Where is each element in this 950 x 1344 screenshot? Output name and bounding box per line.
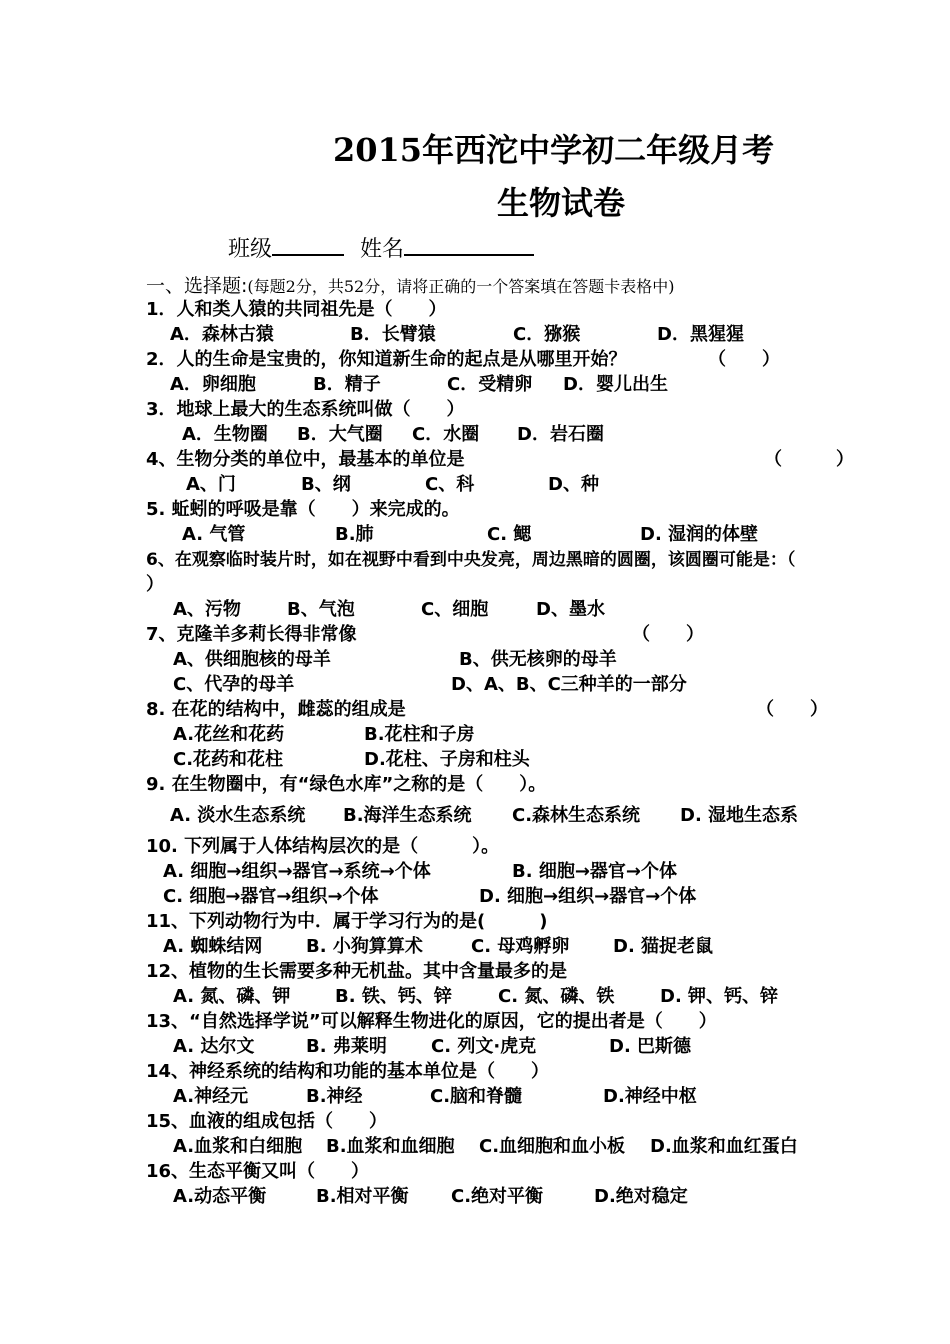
question-9-stem: 9. 在生物圈中，有“绿色水库”之称的是（ ）。 — [146, 774, 547, 795]
q12-option-c: C. 氮、磷、铁 — [498, 986, 615, 1007]
q9-option-a: A. 淡水生态系统 — [170, 805, 306, 826]
question-3-stem: 3．地球上最大的生态系统叫做（ ） — [146, 399, 465, 420]
q4-option-d: D、种 — [548, 474, 599, 495]
exam-subtitle: 生物试卷 — [497, 184, 626, 222]
question-13-stem: 13、“自然选择学说”可以解释生物进化的原因，它的提出者是（ ） — [146, 1011, 717, 1032]
q13-option-a: A. 达尔文 — [173, 1036, 255, 1057]
question-15-stem: 15、血液的组成包括（ ） — [146, 1111, 388, 1132]
q15-option-c: C.血细胞和血小板 — [479, 1136, 626, 1157]
q1-option-b: B．长臂猿 — [350, 324, 436, 345]
q16-option-c: C.绝对平衡 — [451, 1186, 544, 1207]
q16-option-a: A.动态平衡 — [173, 1186, 267, 1207]
q10-option-b: B. 细胞→器官→个体 — [512, 861, 677, 882]
q3-option-c: C．水圈 — [412, 424, 480, 445]
q6-option-c: C、细胞 — [421, 599, 489, 620]
q14-option-c: C.脑和脊髓 — [430, 1086, 523, 1107]
question-10-stem: 10. 下列属于人体结构层次的是（ ）。 — [146, 836, 500, 857]
q6-option-b: B、气泡 — [287, 599, 355, 620]
q16-option-b: B.相对平衡 — [316, 1186, 409, 1207]
q9-option-d: D. 湿地生态系 — [680, 805, 799, 826]
section-heading — [146, 274, 674, 299]
question-6-stem-continued: ） — [146, 574, 164, 595]
q2-option-b: B．精子 — [313, 374, 381, 395]
question-12-stem: 12、植物的生长需要多种无机盐。其中含量最多的是 — [146, 961, 568, 982]
q8-option-d: D.花柱、子房和柱头 — [364, 749, 530, 770]
class-label: 班级 — [228, 237, 273, 262]
q7-option-a: A、供细胞核的母羊 — [173, 649, 331, 670]
q8-option-b: B.花柱和子房 — [364, 724, 475, 745]
question-6-stem: 6、在观察临时装片时，如在视野中看到中央发亮，周边黑暗的圆圈，该圆圈可能是：（ — [146, 550, 796, 570]
question-1-stem: 1．人和类人猿的共同祖先是（ ） — [146, 299, 447, 320]
question-14-stem: 14、神经系统的结构和功能的基本单位是（ ） — [146, 1061, 550, 1082]
q4-option-b: B、纲 — [301, 474, 351, 495]
q14-option-d: D.神经中枢 — [603, 1086, 697, 1107]
q7-option-b: B、供无核卵的母羊 — [459, 649, 617, 670]
q4-option-c: C、科 — [425, 474, 475, 495]
q6-option-d: D、墨水 — [536, 599, 605, 620]
name-label: 姓名 — [360, 237, 405, 262]
q1-option-c: C．猕猴 — [513, 324, 581, 345]
q14-option-b: B.神经 — [306, 1086, 363, 1107]
question-11-stem: 11、下列动物行为中．属于学习行为的是( ) — [146, 911, 548, 932]
q2-answer-paren: （ ） — [708, 349, 780, 370]
q3-option-b: B．大气圈 — [297, 424, 383, 445]
q9-option-b: B.海洋生态系统 — [343, 805, 472, 826]
q12-option-b: B. 铁、钙、锌 — [335, 986, 452, 1007]
q15-option-d: D.血浆和血红蛋白 — [650, 1136, 798, 1157]
q10-option-c: C. 细胞→器官→组织→个体 — [163, 886, 379, 907]
question-8-stem: 8. 在花的结构中，雌蕊的组成是 — [146, 699, 406, 720]
q2-option-a: A．卵细胞 — [170, 374, 256, 395]
q13-option-d: D. 巴斯德 — [609, 1036, 692, 1057]
q7-option-c: C、代孕的母羊 — [173, 674, 295, 695]
section-instruction: (每题2分，共52分，请将正确的一个答案填在答题卡表格中) — [247, 277, 675, 296]
q4-answer-paren: （ ） — [764, 449, 854, 470]
q12-option-a: A. 氮、磷、钾 — [173, 986, 291, 1007]
q1-option-d: D．黑猩猩 — [657, 324, 744, 345]
exam-title: 2015年西沱中学初二年级月考 — [333, 131, 775, 169]
q2-option-d: D．婴儿出生 — [563, 374, 668, 395]
q13-option-c: C. 列文·虎克 — [431, 1036, 537, 1057]
q11-option-b: B. 小狗算算术 — [306, 936, 423, 957]
class-blank — [272, 234, 344, 256]
class-field — [228, 234, 344, 264]
q11-option-d: D. 猫捉老鼠 — [613, 936, 714, 957]
q9-option-c: C.森林生态系统 — [512, 805, 641, 826]
q8-option-a: A.花丝和花药 — [173, 724, 285, 745]
q10-option-a: A. 细胞→组织→器官→系统→个体 — [163, 861, 431, 882]
question-5-stem: 5. 蚯蚓的呼吸是靠（ ）来完成的。 — [146, 499, 460, 520]
question-7-stem: 7、克隆羊多莉长得非常像 — [146, 624, 357, 645]
question-16-stem: 16、生态平衡又叫（ ） — [146, 1161, 370, 1182]
q12-option-d: D. 钾、钙、锌 — [660, 986, 779, 1007]
q14-option-a: A.神经元 — [173, 1086, 249, 1107]
q5-option-d: D. 湿润的体壁 — [640, 524, 759, 545]
q1-option-a: A．森林古猿 — [170, 324, 274, 345]
q5-option-c: C. 鳃 — [487, 524, 532, 545]
q10-option-d: D. 细胞→组织→器官→个体 — [479, 886, 697, 907]
q13-option-b: B. 弗莱明 — [306, 1036, 387, 1057]
q16-option-d: D.绝对稳定 — [594, 1186, 688, 1207]
question-2-stem: 2．人的生命是宝贵的，你知道新生命的起点是从哪里开始？ — [146, 349, 627, 370]
q11-option-a: A. 蜘蛛结网 — [163, 936, 263, 957]
section-title: 一、选择题: — [146, 275, 248, 297]
q6-option-a: A、污物 — [173, 599, 241, 620]
q15-option-b: B.血浆和血细胞 — [326, 1136, 455, 1157]
q3-option-a: A．生物圈 — [182, 424, 268, 445]
name-blank — [404, 234, 534, 256]
q15-option-a: A.血浆和白细胞 — [173, 1136, 303, 1157]
q5-option-b: B.肺 — [335, 524, 374, 545]
name-field — [360, 234, 534, 264]
q4-option-a: A、门 — [186, 474, 236, 495]
q8-answer-paren: （ ） — [756, 699, 828, 720]
q7-option-d: D、A、B、C三种羊的一部分 — [451, 674, 687, 695]
q3-option-d: D．岩石圈 — [517, 424, 604, 445]
q2-option-c: C．受精卵 — [447, 374, 533, 395]
question-4-stem: 4、生物分类的单位中，最基本的单位是 — [146, 449, 465, 470]
q5-option-a: A. 气管 — [182, 524, 246, 545]
q8-option-c: C.花药和花柱 — [173, 749, 284, 770]
q11-option-c: C. 母鸡孵卵 — [471, 936, 570, 957]
q7-answer-paren: （ ） — [632, 624, 704, 645]
